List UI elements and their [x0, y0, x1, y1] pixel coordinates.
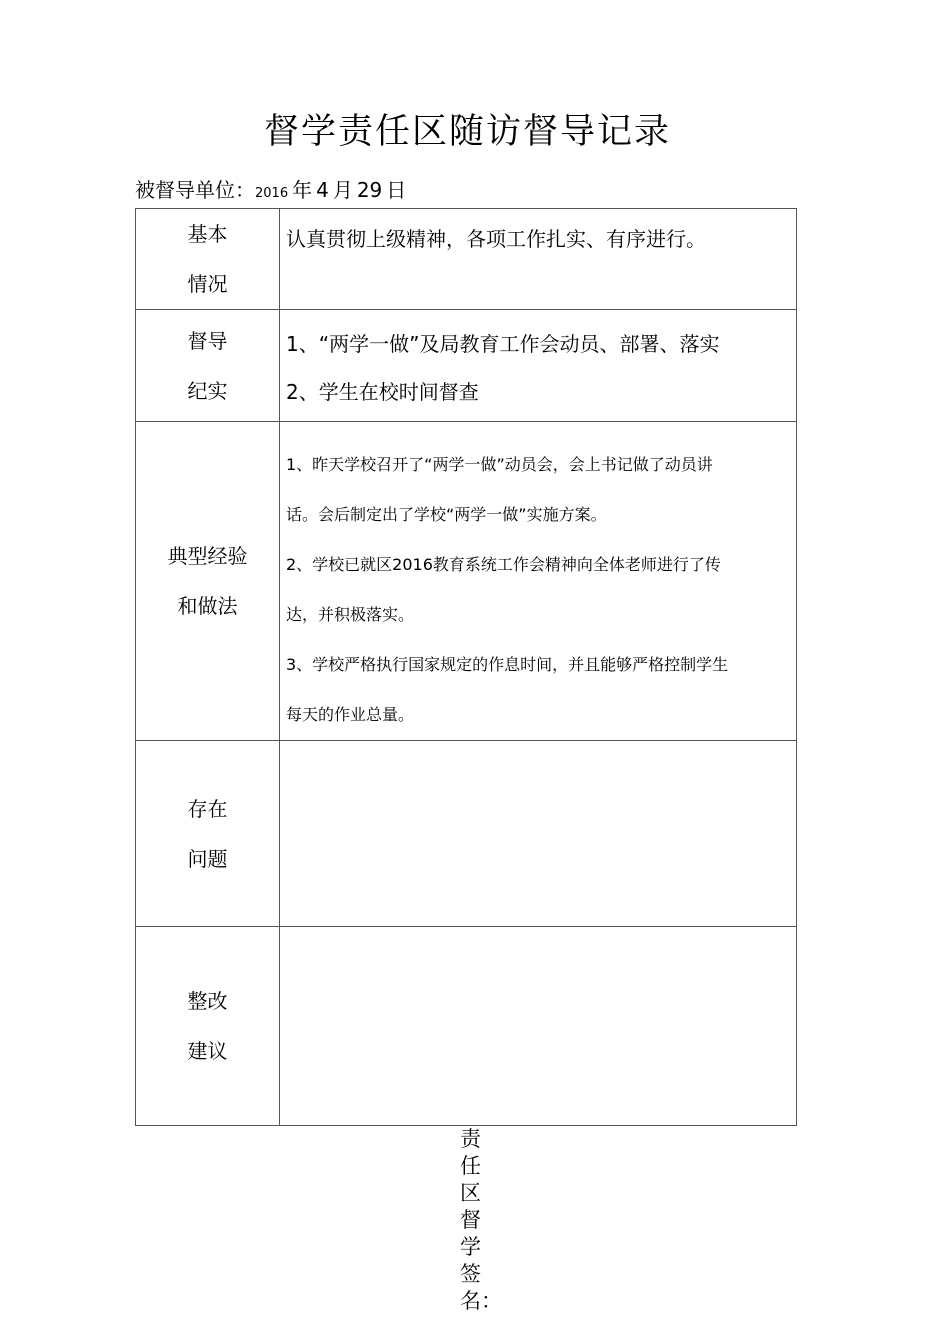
content-basic-situation	[280, 209, 797, 310]
signature-char: 学	[460, 1235, 481, 1259]
basic-situation-text: 认真贯彻上级精神，各项工作扎实、有序进行。	[286, 227, 706, 251]
label-line: 和做法	[177, 594, 238, 618]
label-line: 督导	[187, 328, 228, 353]
label-rectification-suggestions	[136, 927, 280, 1126]
experience-line: 3、学校严格执行国家规定的作息时间，并且能够严格控制学生	[286, 655, 729, 674]
label-line: 情况	[187, 272, 228, 296]
experience-line: 2、学校已就区2016教育系统工作会精神向全体老师进行了传	[286, 555, 721, 574]
signature-char: 名：	[460, 1289, 502, 1313]
label-supervision-record	[136, 310, 280, 422]
record-table	[135, 208, 797, 1126]
content-existing-problems	[280, 741, 797, 927]
supervised-unit-label: 被督导单位：	[135, 178, 255, 202]
experience-line: 话。会后制定出了学校“两学一做”实施方案。	[286, 505, 607, 524]
experience-line: 每天的作业总量。	[286, 705, 415, 724]
content-rectification-suggestions	[280, 927, 797, 1126]
label-line: 基本	[187, 222, 228, 246]
label-typical-experience	[136, 422, 280, 741]
label-existing-problems	[136, 741, 280, 927]
date-month-suffix: 月	[332, 178, 353, 202]
row-rectification-suggestions	[136, 927, 797, 1126]
date-day-suffix: 日	[386, 178, 407, 202]
date-day: 29	[356, 178, 383, 202]
record-line: 2、学生在校时间督查	[286, 380, 479, 404]
experience-line: 1、昨天学校召开了“两学一做”动员会，会上书记做了动员讲	[286, 455, 713, 474]
label-line: 典型经验	[167, 544, 248, 568]
signature-char: 区	[460, 1181, 481, 1205]
signature-char: 签	[460, 1262, 481, 1286]
record-line: 1、“两学一做”及局教育工作会动员、部署、落实	[286, 332, 720, 356]
label-line: 纪实	[187, 378, 228, 403]
content-typical-experience	[280, 422, 797, 741]
row-supervision-record	[136, 310, 797, 422]
label-line: 问题	[187, 846, 228, 871]
row-basic-situation	[136, 209, 797, 310]
supervised-unit-line	[135, 174, 406, 203]
label-line: 存在	[187, 796, 228, 821]
page-title: 督学责任区随访督导记录	[263, 112, 671, 152]
label-line: 整改	[187, 989, 228, 1013]
date-month: 4	[316, 178, 329, 202]
signature-char: 任	[460, 1154, 481, 1178]
row-existing-problems	[136, 741, 797, 927]
label-line: 建议	[187, 1039, 228, 1063]
signature-char: 督	[460, 1208, 481, 1232]
label-basic-situation	[136, 209, 280, 310]
signature-char: 责	[460, 1127, 481, 1151]
supervisor-signature-label	[460, 1126, 502, 1315]
content-supervision-record	[280, 310, 797, 422]
row-typical-experience	[136, 422, 797, 741]
experience-line: 达，并积极落实。	[286, 605, 415, 624]
date-year: 2016	[255, 186, 289, 201]
date-year-suffix: 年	[292, 178, 313, 202]
